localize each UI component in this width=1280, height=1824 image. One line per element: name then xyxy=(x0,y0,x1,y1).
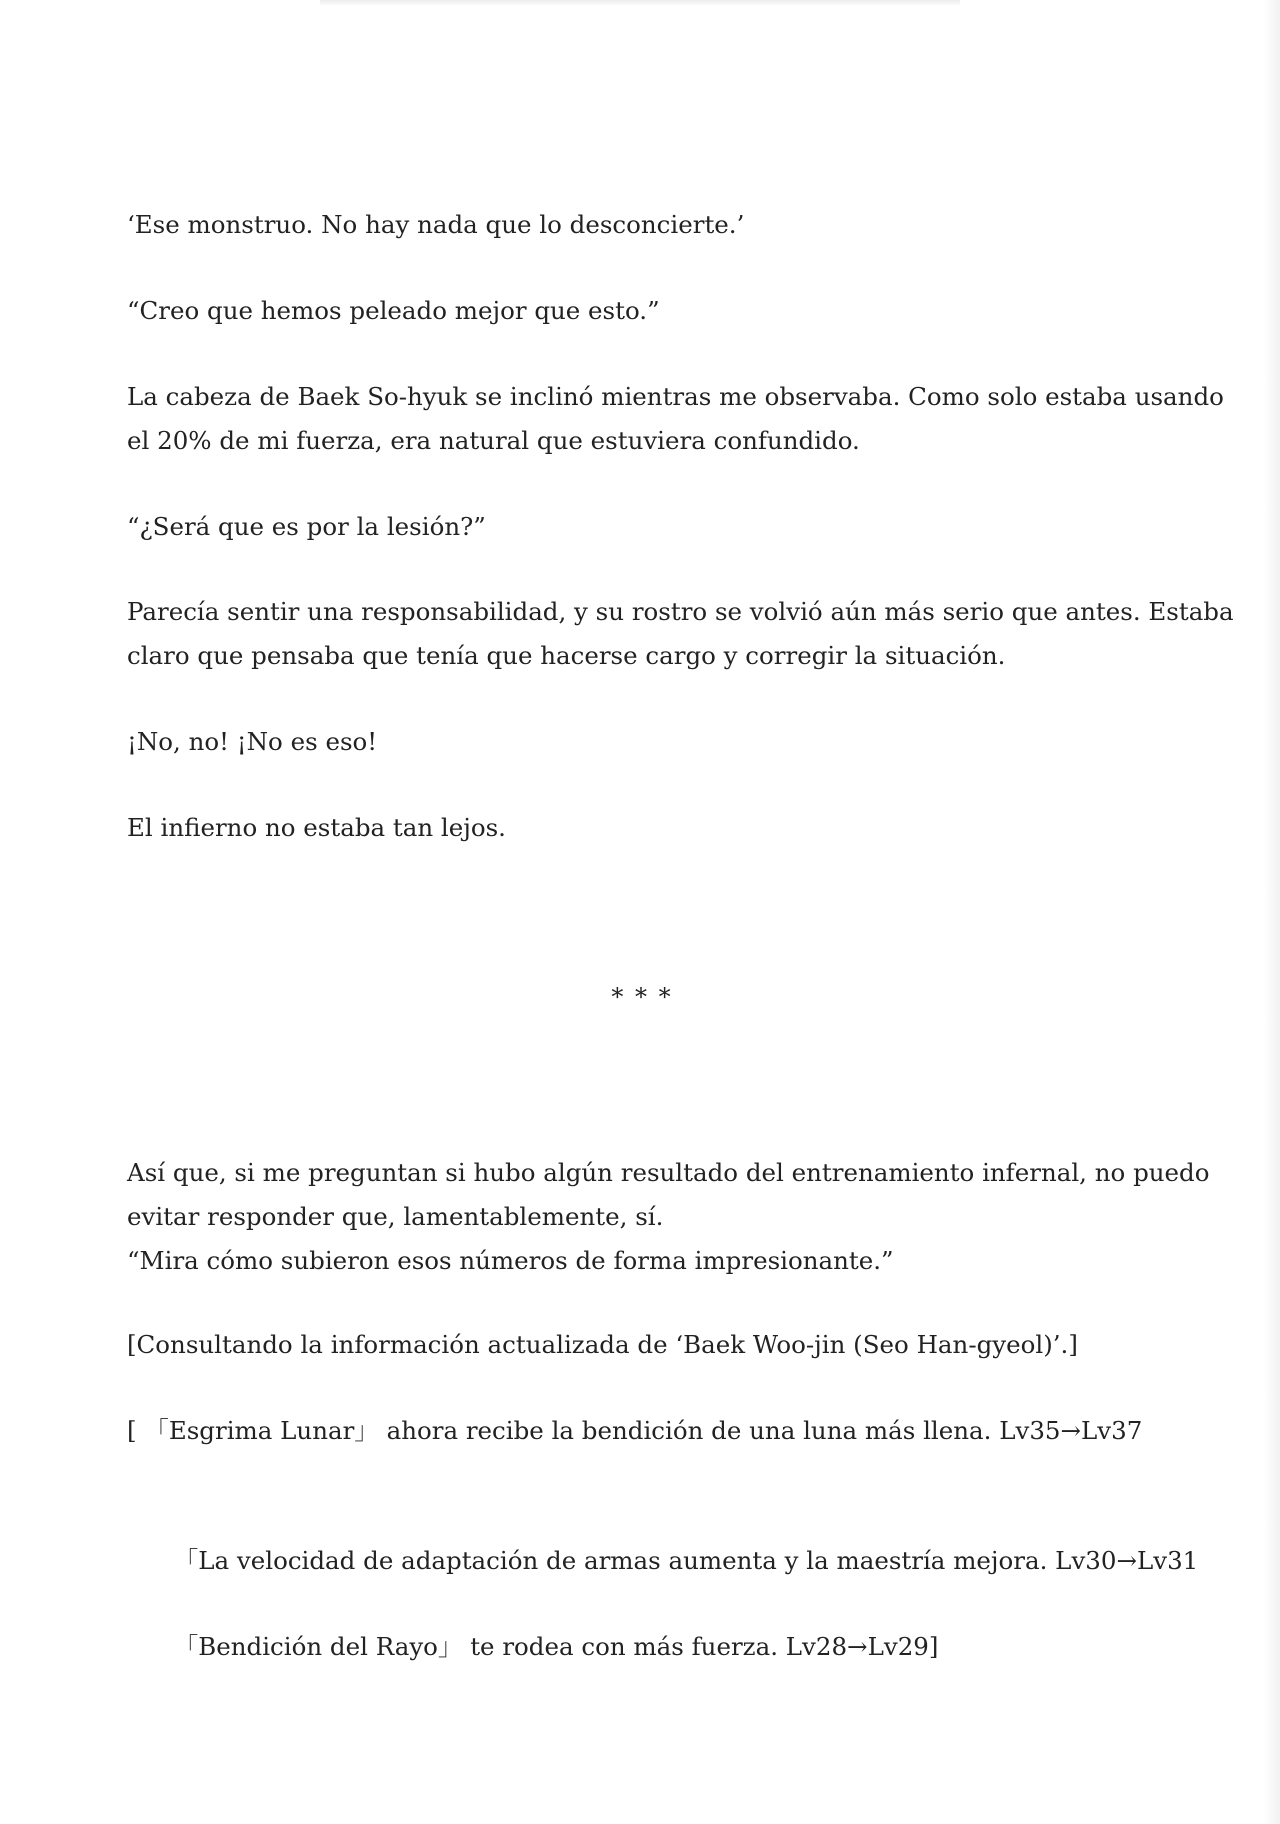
paragraph-narration xyxy=(127,806,506,850)
line: 「La velocidad de adaptación de armas aumenta y la maestría mejora. Lv30→Lv31 xyxy=(158,1546,1199,1575)
paragraph-dialogue xyxy=(127,505,486,549)
line: 「Bendición del Rayo」 te rodea con más fuerza. Lv28→Lv29] xyxy=(158,1632,939,1661)
line: ¡No, no! ¡No es eso! xyxy=(127,727,378,756)
top-shadow xyxy=(320,0,960,6)
paragraph-exclamation xyxy=(127,720,377,764)
line: claro que pensaba que tenía que hacerse cargo y corregir la situación. xyxy=(127,641,1006,670)
paragraph-system-stat xyxy=(127,1409,1142,1453)
page-edge xyxy=(1264,0,1280,1824)
paragraph-narration xyxy=(127,590,1234,678)
line: Así que, si me preguntan si hubo algún resultado del entrenamiento infernal, no puedo xyxy=(127,1158,1210,1187)
line: El infierno no estaba tan lejos. xyxy=(127,813,506,842)
line: “Mira cómo subieron esos números de forma impresionante.” xyxy=(127,1246,894,1275)
paragraph-system-stat xyxy=(127,1581,938,1713)
line: “Creo que hemos peleado mejor que esto.” xyxy=(127,296,660,325)
paragraph-system-message xyxy=(127,1323,1078,1367)
paragraph-narration xyxy=(127,375,1224,463)
paragraph-thought xyxy=(127,203,744,247)
line: el 20% de mi fuerza, era natural que estuviera confundido. xyxy=(127,426,860,455)
paragraph-dialogue xyxy=(127,289,660,333)
line: [Consultando la información actualizada de ‘Baek Woo-jin (Seo Han-gyeol)’.] xyxy=(127,1330,1078,1359)
line: Parecía sentir una responsabilidad, y su rostro se volvió aún más serio que antes. Estaba xyxy=(127,597,1234,626)
paragraph-narration xyxy=(127,1151,1209,1283)
line: La cabeza de Baek So-hyuk se inclinó mientras me observaba. Como solo estaba usando xyxy=(127,382,1224,411)
section-separator: * * * xyxy=(611,983,673,1011)
line: “¿Será que es por la lesión?” xyxy=(127,512,486,541)
line: ‘Ese monstruo. No hay nada que lo desconcierte.’ xyxy=(127,210,745,239)
line: evitar responder que, lamentablemente, sí. xyxy=(127,1202,664,1231)
line: [ 「Esgrima Lunar」 ahora recibe la bendición de una luna más llena. Lv35→Lv37 xyxy=(127,1416,1143,1445)
